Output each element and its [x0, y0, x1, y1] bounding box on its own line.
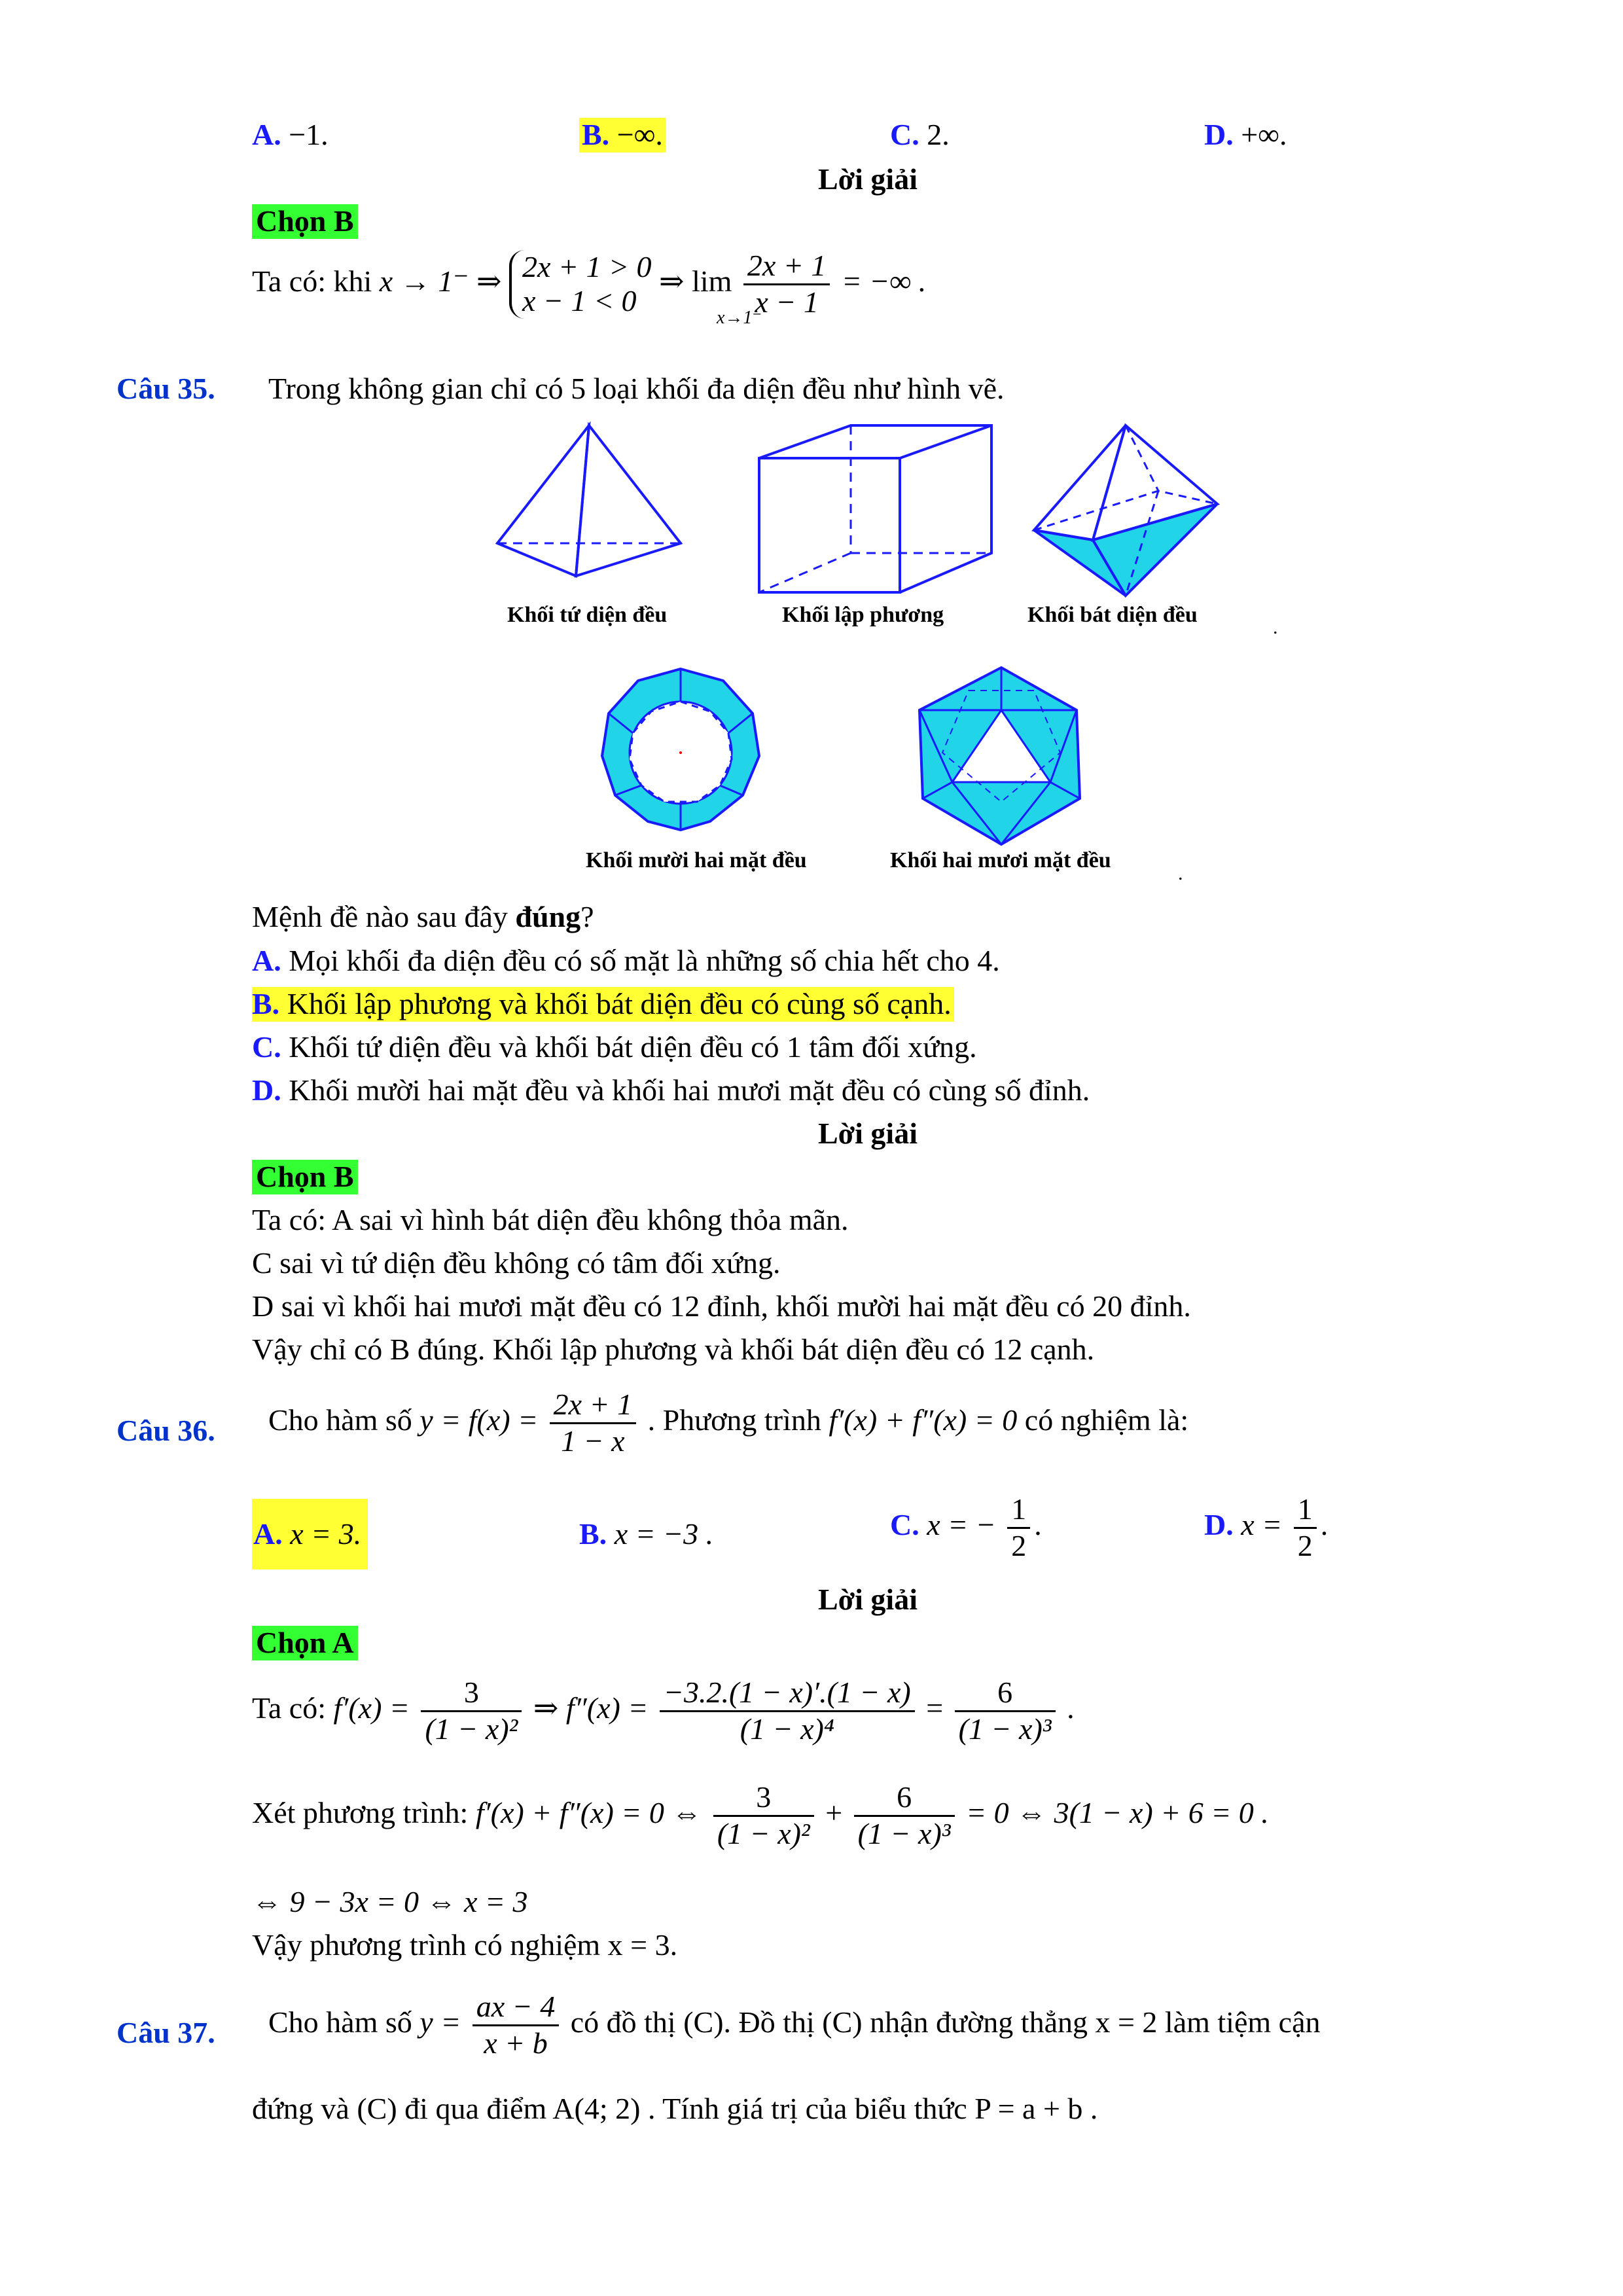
q34-option-d[interactable]: D. +∞. [1204, 118, 1287, 151]
caption-dodecahedron: Khối mười hai mặt đều [586, 848, 807, 872]
q34-solution-line: Ta có: khi x → 1⁻ ⇒ 2x + 1 > 0 x − 1 < 0 ⇒ lim $\frac{2x + 1}{x - 1}$ = −∞ . [252, 249, 927, 319]
q35-sol-line-3: D sai vì khối hai mươi mặt đều có 12 đỉnh, khối mười hai mặt đều có 20 đỉnh. [252, 1289, 1191, 1323]
q34-solution-heading: Lời giải [818, 162, 918, 196]
stray-dot-2: . [1178, 863, 1183, 884]
q35-sol-line-2: C sai vì tứ diện đều không có tâm đối xứng. [252, 1246, 781, 1280]
q37-label: Câu 37. [116, 2016, 215, 2049]
q36-solution-heading: Lời giải [818, 1583, 918, 1616]
stray-dot: . [1273, 617, 1278, 638]
q36-derivative-line: Ta có: f′(x) = $\frac{3}{\text{(1 − x)²}}$ ⇒ f″(x) = $\frac{-3.2.(1 - x)'.(1 - x)}{\text{(1 − x)⁴}}$ = $\frac{6}{\text{(1 − x)³}}$ . [252, 1676, 1075, 1746]
q35-text: Trong không gian chỉ có 5 loại khối đa diện đều như hình vẽ. [268, 372, 1005, 405]
q36-option-d[interactable]: D. x = $\frac{1}{2}$ . [1204, 1492, 1329, 1562]
q35-option-a[interactable]: A. Mọi khối đa diện đều có số mặt là những số chia hết cho 4. [252, 944, 1000, 977]
q34-system: 2x + 1 > 0 x − 1 < 0 [509, 250, 652, 319]
caption-cube: Khối lập phương [782, 603, 944, 627]
dodecahedron-figure [592, 661, 769, 838]
caption-octahedron: Khối bát diện đều [1027, 603, 1198, 627]
q35-option-c[interactable]: C. Khối tứ diện đều và khối bát diện đều có 1 tâm đối xứng. [252, 1030, 977, 1064]
q36-function-fraction: $\frac{2x + 1}{1 - x}$ [550, 1388, 636, 1459]
q37-function-fraction: $\frac{ax - 4}{x + b}$ [473, 1990, 559, 2061]
q34-option-a[interactable]: A. −1. [252, 118, 329, 151]
q34-option-b[interactable]: B. −∞. [579, 118, 666, 152]
q37-stem-line-1: Cho hàm số y = $\frac{ax - 4}{x + b}$ có đồ thị (C). Đồ thị (C) nhận đường thẳng x = 2 làm tiệm cận [268, 1990, 1321, 2060]
q34-fraction: $\frac{2x + 1}{x - 1}$ [743, 249, 830, 320]
q35-sol-line-1: Ta có: A sai vì hình bát diện đều không thỏa mãn. [252, 1203, 849, 1236]
caption-icosahedron: Khối hai mươi mặt đều [890, 848, 1111, 872]
q36-option-b[interactable]: B. x = −3 . [579, 1517, 714, 1551]
cube-figure [753, 419, 1001, 602]
q37-stem-line-2: đứng và (C) đi qua điểm A(4; 2) . Tính giá trị của biểu thức P = a + b . [252, 2092, 1098, 2125]
q35-solution-heading: Lời giải [818, 1117, 918, 1150]
icosahedron-figure [910, 661, 1093, 851]
q35-option-d[interactable]: D. Khối mười hai mặt đều và khối hai mươi mặt đều có cùng số đỉnh. [252, 1073, 1090, 1107]
q36-answer-badge: Chọn A [252, 1626, 358, 1660]
q36-solve-line: ⇔ 9 − 3x = 0 ⇔ x = 3 [252, 1885, 528, 1918]
q36-stem: Cho hàm số y = f(x) = $\frac{2x + 1}{1 - x}$ . Phương trình f′(x) + f″(x) = 0 có nghiệm là: [268, 1388, 1189, 1458]
q35-sol-line-4: Vậy chỉ có B đúng. Khối lập phương và khối bát diện đều có 12 cạnh. [252, 1333, 1095, 1366]
tetrahedron-figure [491, 419, 687, 589]
q36-conclusion: Vậy phương trình có nghiệm x = 3. [252, 1928, 678, 1962]
caption-tetrahedron: Khối tứ diện đều [507, 603, 668, 627]
q35-prompt: Mệnh đề nào sau đây đúng? [252, 900, 594, 933]
q35-answer-badge: Chọn B [252, 1160, 358, 1194]
q36-option-c[interactable]: C. x = − $\frac{1}{2}$ . [890, 1492, 1042, 1562]
q36-equation-line: Xét phương trình: f′(x) + f″(x) = 0 ⇔ $\frac{3}{\text{(1 − x)²}}$ + $\frac{6}{\text{(1 − x)³}}$ = 0 ⇔ 3(1 − x) + 6 = 0 . [252, 1780, 1269, 1850]
q34-option-c[interactable]: C. 2. [890, 118, 950, 151]
q35-label: Câu 35. [116, 372, 215, 405]
q34-limit-subscript: x→1⁻ [717, 308, 762, 328]
q36-label: Câu 36. [116, 1414, 215, 1447]
q34-answer-badge: Chọn B [252, 204, 358, 239]
q35-option-b[interactable]: B. Khối lập phương và khối bát diện đều có cùng số cạnh. [252, 987, 954, 1022]
octahedron-figure [1027, 419, 1224, 602]
q36-option-a[interactable]: A. x = 3. [252, 1499, 368, 1570]
